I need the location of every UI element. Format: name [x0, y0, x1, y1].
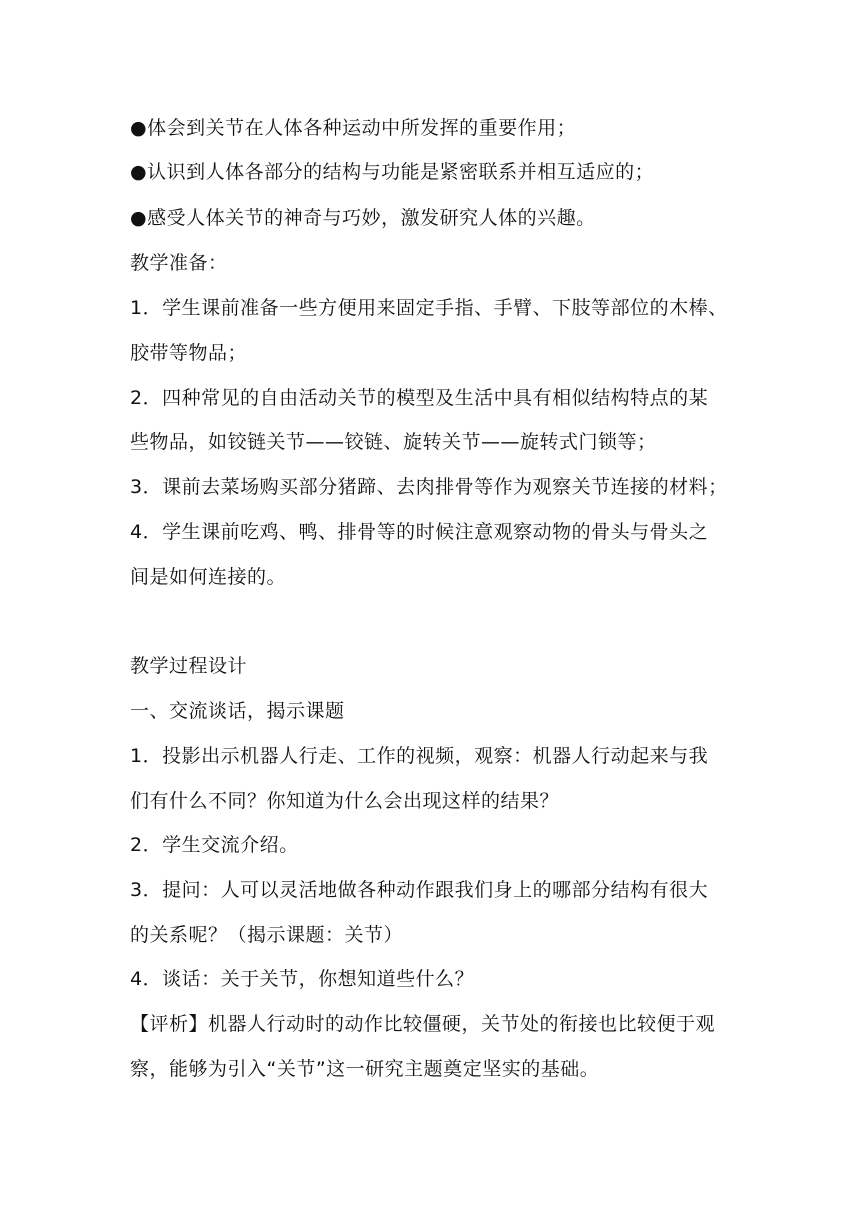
section-line: 2．学生交流介绍。 [130, 834, 299, 856]
prep-line: 1．学生课前准备一些方便用来固定手指、手臂、下肢等部位的木棒、 [130, 297, 728, 319]
comment-line: 【评析】机器人行动时的动作比较僵硬，关节处的衔接也比较便于观 [130, 1013, 716, 1035]
prep-line: 3．课前去菜场购买部分猪蹄、去肉排骨等作为观察关节连接的材料； [130, 476, 728, 498]
section-line: 1．投影出示机器人行走、工作的视频，观察：机器人行动起来与我 [130, 745, 709, 767]
section-heading: 一、交流谈话，揭示课题 [130, 700, 345, 722]
goal-line: ●感受人体关节的神奇与巧妙，激发研究人体的兴趣。 [130, 207, 596, 229]
comment-line: 察，能够为引入“关节”这一研究主题奠定坚实的基础。 [130, 1058, 600, 1080]
goal-line: ●体会到关节在人体各种运动中所发挥的重要作用； [130, 117, 577, 139]
process-heading: 教学过程设计 [130, 655, 248, 677]
prep-heading: 教学准备： [130, 252, 228, 274]
section-line: 们有什么不同？你知道为什么会出现这样的结果？ [130, 790, 560, 812]
section-line: 的关系呢？（揭示课题：关节） [130, 924, 404, 946]
section-line: 4．谈话：关于关节，你想知道些什么？ [130, 968, 475, 990]
prep-line: 4．学生课前吃鸡、鸭、排骨等的时候注意观察动物的骨头与骨头之 [130, 521, 709, 543]
section-line: 3．提问：人可以灵活地做各种动作跟我们身上的哪部分结构有很大 [130, 879, 709, 901]
prep-line: 胶带等物品； [130, 342, 248, 364]
goal-line: ●认识到人体各部分的结构与功能是紧密联系并相互适应的； [130, 161, 655, 183]
prep-line: 间是如何连接的。 [130, 566, 287, 588]
prep-line: 些物品，如铰链关节——铰链、旋转关节——旋转式门锁等； [130, 431, 657, 453]
prep-line: 2．四种常见的自由活动关节的模型及生活中具有相似结构特点的某 [130, 387, 709, 409]
